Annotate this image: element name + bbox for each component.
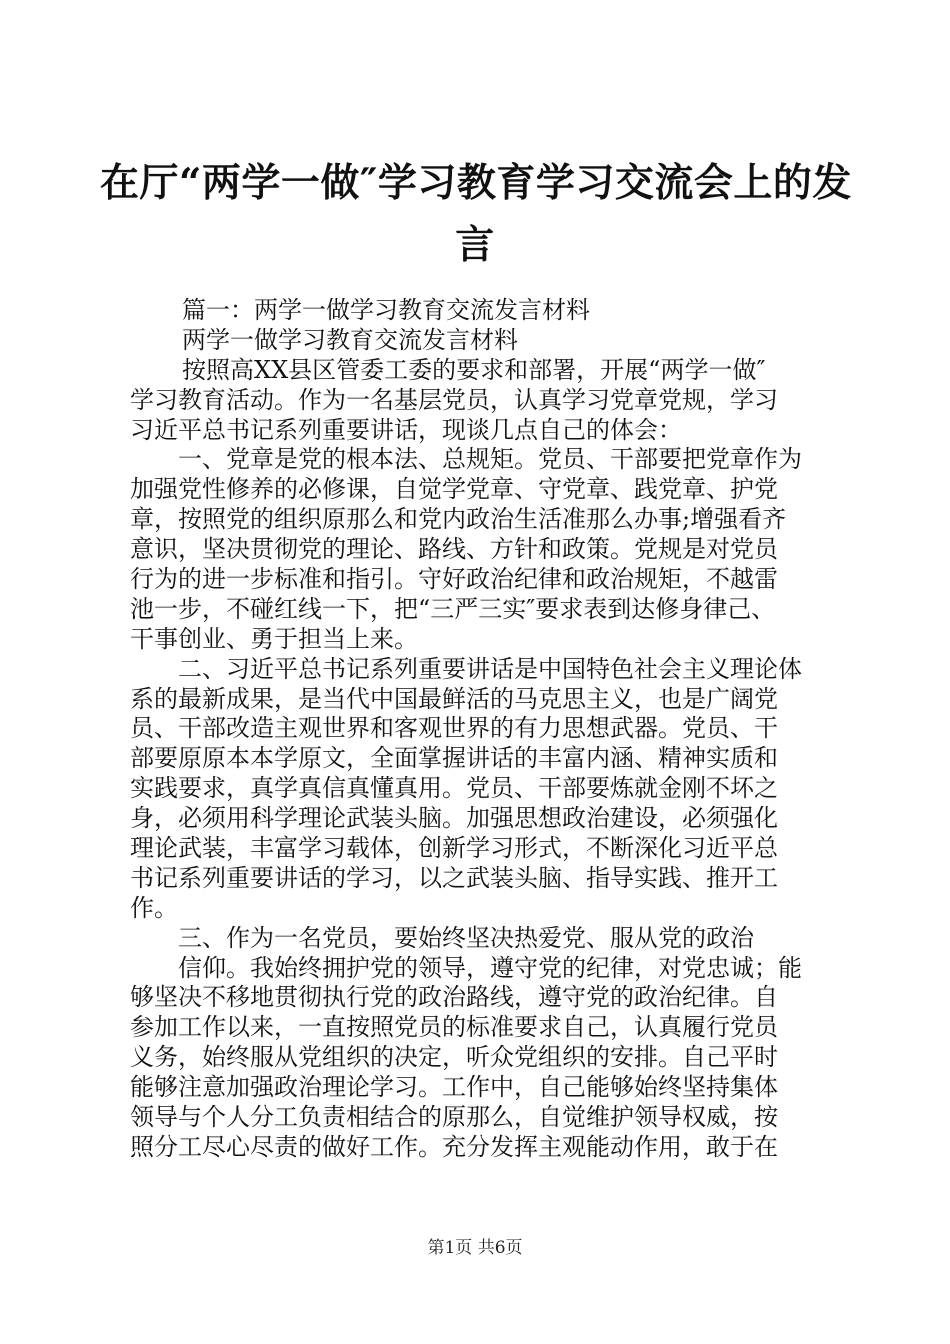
document-body (130, 296, 830, 1163)
text-line: 章，按照党的组织原那么和党内政治生活准那么办事;增强看齐 (130, 505, 787, 534)
text-line: 干事创业、勇于担当上来。 (130, 624, 418, 653)
text-line: 照分工尽心尽责的做好工作。充分发挥主观能动作用，敢于在 (130, 1132, 778, 1161)
text-line: 能够注意加强政治理论学习。工作中，自己能够始终坚持集体 (130, 1073, 778, 1102)
text-line: 三、作为一名党员，要始终坚决热爱党、服从党的政治 (178, 923, 754, 952)
text-line: 够坚决不移地贯彻执行党的政治路线，遵守党的政治纪律。自 (130, 983, 778, 1012)
text-line: 二、习近平总书记系列重要讲话是中国特色社会主义理论体 (178, 654, 802, 683)
text-line: 两学一做学习教育交流发言材料 (182, 325, 518, 354)
text-line: 部要原原本本学原文，全面掌握讲话的丰富内涵、精神实质和 (130, 744, 778, 773)
text-line: 理论武装，丰富学习载体，创新学习形式，不断深化习近平总 (130, 834, 778, 863)
text-line: 习近平总书记系列重要讲话，现谈几点自己的体会： (130, 415, 682, 444)
text-line: 意识，坚决贯彻党的理论、路线、方针和政策。党规是对党员 (130, 535, 778, 564)
text-line: 加强党性修养的必修课，自觉学党章、守党章、践党章、护党 (130, 475, 778, 504)
text-line: 身，必须用科学理论武装头脑。加强思想政治建设，必须强化 (130, 804, 778, 833)
text-line: 行为的进一步标准和指引。守好政治纪律和政治规矩，不越雷 (130, 565, 778, 594)
text-line: 实践要求，真学真信真懂真用。党员、干部要炼就金刚不坏之 (130, 774, 778, 803)
text-line: 信仰。我始终拥护党的领导，遵守党的纪律，对党忠诚；能 (178, 953, 802, 982)
text-line: 参加工作以来，一直按照党员的标准要求自己，认真履行党员 (130, 1013, 778, 1042)
text-line: 池一步，不碰红线一下，把“三严三实″要求表到达修身律己、 (130, 594, 776, 623)
text-line: 篇一：两学一做学习教育交流发言材料 (182, 296, 590, 324)
text-line: 系的最新成果，是当代中国最鲜活的马克思主义，也是广阔党 (130, 684, 778, 713)
document-title-line-2: 言 (455, 222, 495, 268)
document-title-line-1: 在厅“两学一做″学习教育学习交流会上的发 (100, 160, 852, 206)
text-line: 一、党章是党的根本法、总规矩。党员、干部要把党章作为 (178, 445, 802, 474)
text-line: 作。 (130, 893, 178, 922)
text-line: 书记系列重要讲话的学习，以之武装头脑、指导实践、推开工 (130, 863, 778, 892)
text-line: 义务，始终服从党组织的决定，听众党组织的安排。自己平时 (130, 1043, 778, 1072)
text-line: 学习教育活动。作为一名基层党员，认真学习党章党规，学习 (130, 385, 778, 414)
text-line: 领导与个人分工负责相结合的原那么，自觉维护领导权威，按 (130, 1103, 778, 1132)
text-line: 员、干部改造主观世界和客观世界的有力思想武器。党员、干 (130, 714, 778, 743)
page-footer: 第1页 共6页 (427, 1238, 523, 1258)
text-line: 按照高XX县区管委工委的要求和部署，开展“两学一做″ (182, 355, 766, 384)
